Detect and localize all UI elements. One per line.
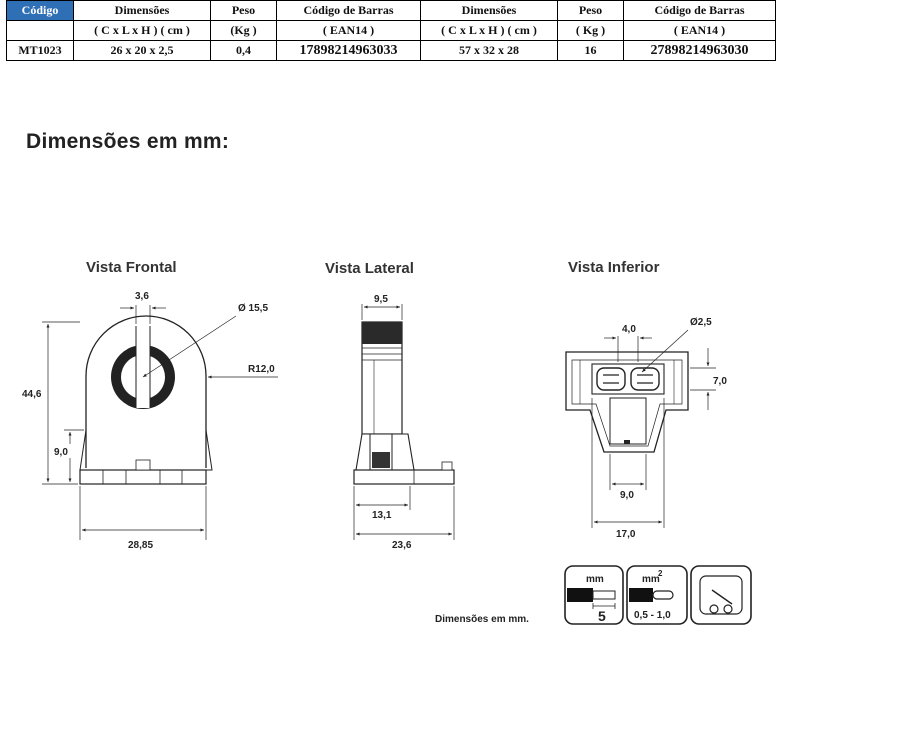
cell-box-dimensions: 57 x 32 x 28 xyxy=(421,41,558,61)
header-cell: ( EAN14 ) xyxy=(624,21,776,41)
front-view-title: Vista Frontal xyxy=(86,259,177,276)
strip-length-icon xyxy=(565,566,623,624)
cell-box-weight: 16 xyxy=(558,41,624,61)
header-cell: (Kg ) xyxy=(211,21,277,41)
front-dim-width: 28,85 xyxy=(128,540,154,551)
header-cell: ( EAN14 ) xyxy=(277,21,421,41)
front-right-clip xyxy=(206,430,212,470)
push-in-terminal-icon xyxy=(691,566,751,624)
bottom-dim-inner: 9,0 xyxy=(620,490,634,501)
header-cell: Dimensões xyxy=(421,1,558,21)
front-left-clip xyxy=(80,430,86,470)
front-dim-radius: R12,0 xyxy=(248,364,275,375)
page-title: Dimensões em mm: xyxy=(26,130,230,153)
bottom-dim-height: 7,0 xyxy=(713,376,727,387)
header-cell: Dimensões xyxy=(74,1,211,21)
side-dim-mid: 13,1 xyxy=(372,510,392,521)
front-base xyxy=(80,470,206,484)
front-dim-width-slot: 3,6 xyxy=(135,291,149,302)
side-dim-width: 23,6 xyxy=(392,540,412,551)
bottom-dim-width: 17,0 xyxy=(616,529,636,540)
header-cell: Código de Barras xyxy=(624,1,776,21)
wire-section-icon xyxy=(627,566,687,624)
header-cell: ( C x L x H ) ( cm ) xyxy=(421,21,558,41)
header-cell: ( C x L x H ) ( cm ) xyxy=(74,21,211,41)
header-cell: Código xyxy=(7,1,74,21)
header-cell: Código de Barras xyxy=(277,1,421,21)
bottom-dim-pitch: 4,0 xyxy=(622,324,636,335)
side-view-title: Vista Lateral xyxy=(325,260,414,277)
header-cell: ( Kg ) xyxy=(558,21,624,41)
side-view xyxy=(325,260,454,551)
front-view xyxy=(20,259,278,551)
header-cell: Peso xyxy=(558,1,624,21)
strip-unit: mm xyxy=(586,574,604,585)
side-base xyxy=(354,470,454,484)
front-dim-diameter: Ø 15,5 xyxy=(238,303,269,314)
cell-code: MT1023 xyxy=(7,41,74,61)
bottom-view xyxy=(566,259,727,540)
side-dim-top: 9,5 xyxy=(374,294,388,305)
footer xyxy=(435,566,751,625)
cell-barcode: 17898214963033 xyxy=(277,41,421,61)
cell-box-barcode: 27898214963030 xyxy=(624,41,776,61)
bottom-dim-pin-diameter: Ø2,5 xyxy=(690,317,712,328)
cell-dimensions: 26 x 20 x 2,5 xyxy=(74,41,211,61)
cell-weight: 0,4 xyxy=(211,41,277,61)
front-dim-clip-height: 9,0 xyxy=(54,447,68,458)
header-cell: Peso xyxy=(211,1,277,21)
bottom-view-title: Vista Inferior xyxy=(568,259,660,276)
front-dim-height: 44,6 xyxy=(22,389,42,400)
wire-unit-exponent: 2 xyxy=(658,569,663,578)
strip-value: 5 xyxy=(598,608,606,624)
wire-unit: mm xyxy=(642,574,660,585)
wire-range: 0,5 - 1,0 xyxy=(634,610,671,621)
footer-label: Dimensões em mm. xyxy=(435,614,529,625)
